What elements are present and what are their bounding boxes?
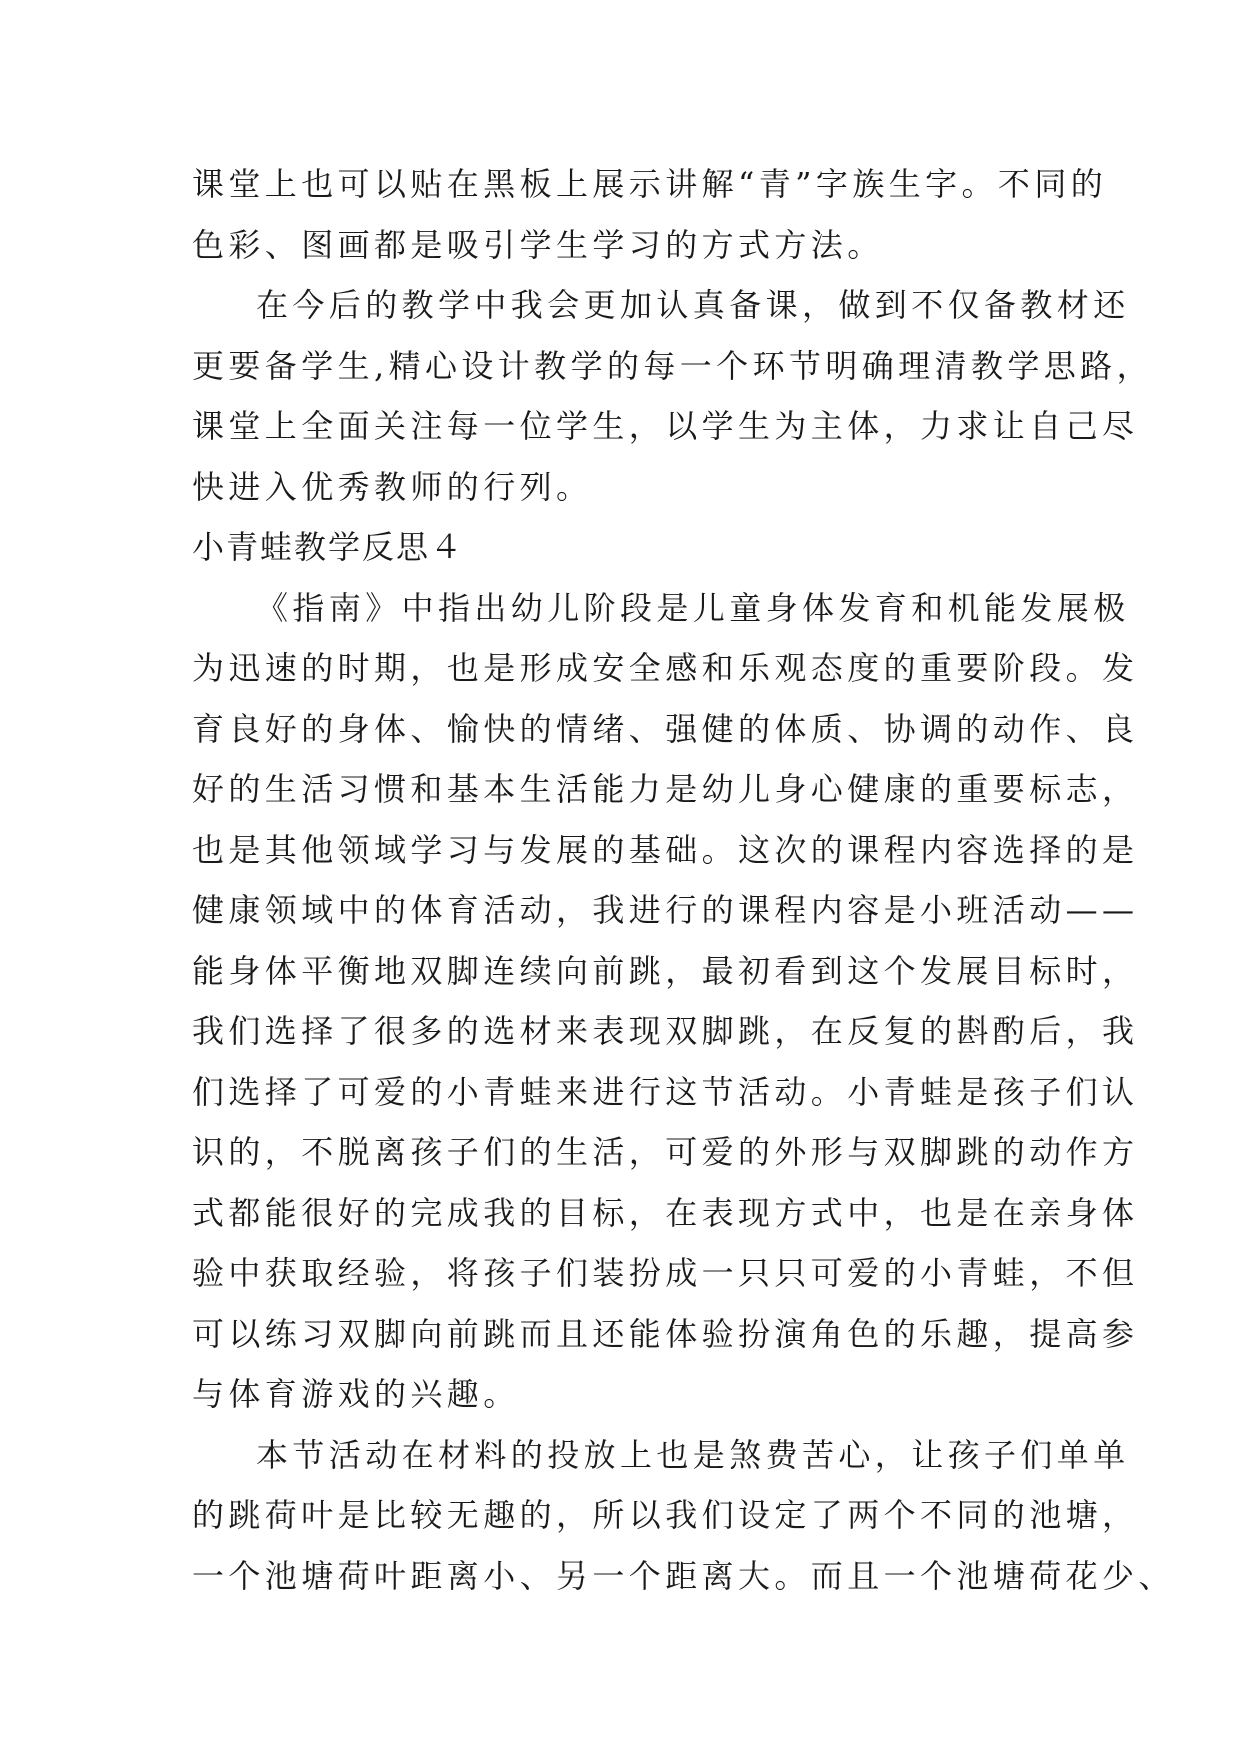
- paragraph-line: 更要备学生,精心设计教学的每一个环节明确理清教学思路，: [192, 346, 1153, 385]
- paragraph-line: 色彩、图画都是吸引学生学习的方式方法。: [192, 225, 884, 264]
- paragraph-line: 好的生活习惯和基本生活能力是幼儿身心健康的重要标志，: [192, 770, 1139, 808]
- paragraph-line: 们选择了可爱的小青蛙来进行这节活动。小青蛙是孩子们认: [192, 1072, 1139, 1111]
- paragraph-line: 育良好的身体、愉快的情绪、强健的体质、协调的动作、良: [192, 709, 1139, 748]
- paragraph-line: 为迅速的时期，也是形成安全感和乐观态度的重要阶段。发: [192, 649, 1139, 687]
- document-body: [192, 154, 1175, 1606]
- paragraph-line: 本节活动在材料的投放上也是煞费苦心，让孩子们单单: [256, 1435, 1130, 1474]
- paragraph-line: 验中获取经验，将孩子们装扮成一只只可爱的小青蛙，不但: [192, 1254, 1139, 1292]
- paragraph-line: 也是其他领域学习与发展的基础。这次的课程内容选择的是: [192, 830, 1139, 869]
- paragraph-line: 快进入优秀教师的行列。: [192, 467, 593, 506]
- paragraph-line: 课堂上全面关注每一位学生，以学生为主体，力求让自己尽: [192, 407, 1139, 445]
- paragraph-line: 的跳荷叶是比较无趣的，所以我们设定了两个不同的池塘，: [192, 1496, 1139, 1534]
- paragraph-line: 在今后的教学中我会更加认真备课，做到不仅备教材还: [256, 286, 1130, 324]
- paragraph-line: 式都能很好的完成我的目标，在表现方式中，也是在亲身体: [192, 1193, 1139, 1232]
- paragraph-line: 识的，不脱离孩子们的生活，可爱的外形与双脚跳的动作方: [192, 1133, 1139, 1171]
- paragraph-line: 可以练习双脚向前跳而且还能体验扮演角色的乐趣，提高参: [192, 1314, 1139, 1353]
- paragraph-line: 能身体平衡地双脚连续向前跳，最初看到这个发展目标时，: [192, 951, 1139, 990]
- section-heading: 小青蛙教学反思４: [192, 528, 465, 566]
- paragraph-line: 与体育游戏的兴趣。: [192, 1375, 520, 1413]
- paragraph-line: 《指南》中指出幼儿阶段是儿童身体发育和机能发展极: [256, 588, 1130, 627]
- paragraph-line: 健康领域中的体育活动，我进行的课程内容是小班活动——: [192, 891, 1139, 929]
- paragraph-line: 课堂上也可以贴在黑板上展示讲解“青”字族生字。不同的: [192, 165, 1108, 203]
- paragraph-line: 一个池塘荷叶距离小、另一个距离大。而且一个池塘荷花少、: [192, 1556, 1175, 1595]
- paragraph-line: 我们选择了很多的选材来表现双脚跳，在反复的斟酌后，我: [192, 1012, 1139, 1050]
